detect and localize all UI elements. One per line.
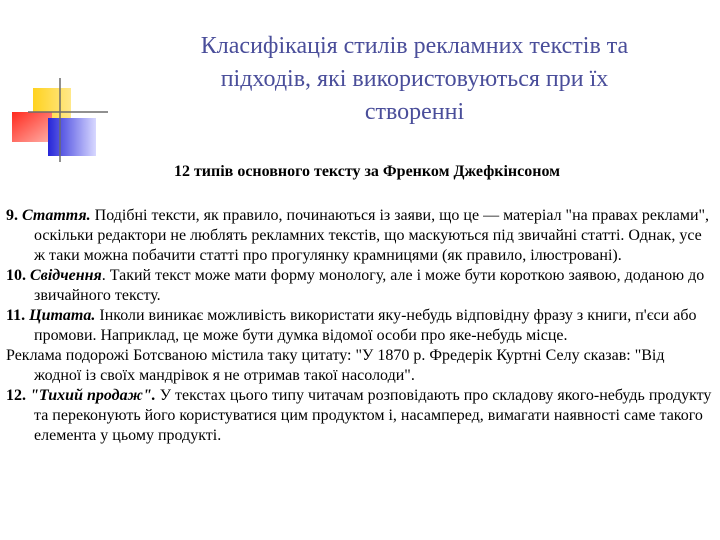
item-number: 10. — [6, 267, 26, 284]
list-item-statia — [6, 206, 712, 266]
item-number: 12. — [6, 387, 26, 404]
quote-example — [6, 346, 712, 386]
decorative-squares-graphic — [0, 0, 110, 165]
title-line-2: підходів, які використовуються при їх — [220, 66, 609, 92]
item-text: . Такий текст може мати форму монологу, але і може бути короткою заявою, доданою до звичайного тексту. — [34, 267, 705, 304]
title-line-3: створенні — [364, 99, 465, 125]
item-term: Стаття. — [22, 207, 91, 224]
list-item-svidchennia — [6, 266, 712, 306]
item-text: Подібні тексти, як правило, починаються із заяви, що це — матеріал "на правах реклами", оскільки редактори не люблять рекламних текстів, що маскуються під звичайні статті. Однак, усе ж таки можна побачити статті про прогулянку крамницями (як правило, ілюстровані). — [34, 207, 710, 264]
item-text: У текстах цього типу читачам розповідають про складову якого-небудь продукту та переконують його користуватися цим продуктом і, насамперед, вимагати наявності саме такого елемента у цьому продукті. — [34, 387, 712, 444]
red-square — [12, 112, 52, 142]
item-term: "Тихий продаж". — [30, 387, 156, 404]
list-item-tsytata — [6, 306, 712, 346]
item-term: Свідчення — [30, 267, 102, 284]
page-subtitle: 12 типів основного тексту за Френком Джефкінсоном — [173, 163, 561, 180]
item-text: Інколи виникає можливість використати яку-небудь відповідну фразу з книги, п'єси або промови. Наприклад, це може бути думка відомої особи про яке-небудь місце. — [34, 307, 697, 344]
content-body — [6, 206, 712, 446]
blue-square — [48, 118, 96, 156]
item-text: Реклама подорожі Ботсваною містила таку цитату: "У 1870 р. Фредерік Куртні Селу сказав: "Від жодної із своїх мандрівок я не отримав такої насолоди". — [6, 347, 665, 384]
title-line-1: Класифікація стилів рекламних текстів та — [200, 33, 629, 59]
page-title — [122, 30, 707, 129]
item-term: Цитата. — [29, 307, 96, 324]
list-item-tykhyi-prodazh — [6, 386, 712, 446]
item-number: 9. — [6, 207, 18, 224]
item-number: 11. — [6, 307, 26, 324]
